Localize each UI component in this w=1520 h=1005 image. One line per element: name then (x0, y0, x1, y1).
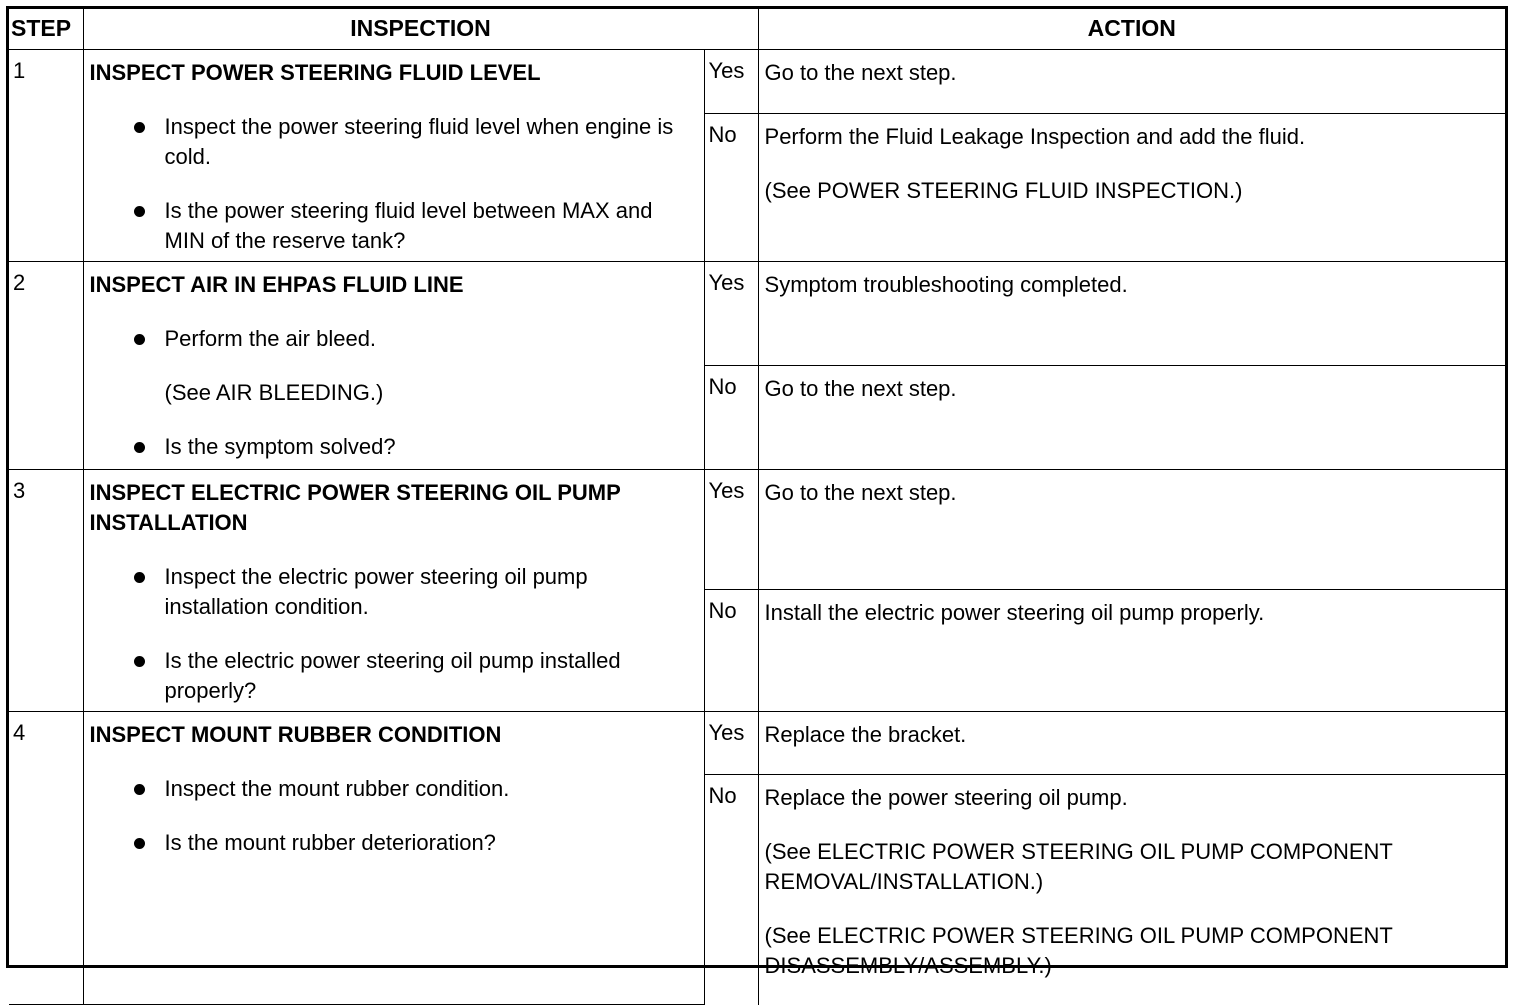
bullet-item: Is the electric power steering oil pump installed properly? (90, 646, 698, 706)
yes-label: Yes (704, 711, 758, 774)
yes-action-cell (758, 261, 1505, 365)
step-number: 1 (9, 49, 83, 261)
inspection-header: INSPECTION (83, 9, 758, 49)
action-text: (See ELECTRIC POWER STEERING OIL PUMP COMPONENT DISASSEMBLY/ASSEMBLY.) (764, 922, 1393, 978)
action-text: Go to the next step. (764, 479, 957, 505)
inspection-title: INSPECT MOUNT RUBBER CONDITION (89, 721, 502, 747)
inspection-list (90, 562, 698, 706)
action-text: Perform the Fluid Leakage Inspection and add the fluid. (764, 123, 1306, 149)
action-text: (See POWER STEERING FLUID INSPECTION.) (764, 177, 1243, 203)
inspection-title: INSPECT AIR IN EHPAS FLUID LINE (89, 271, 464, 297)
table-row (9, 261, 1505, 365)
inspection-cell (83, 711, 704, 1005)
step-header: STEP (9, 9, 83, 49)
reference-note: (See AIR BLEEDING.) (164, 379, 384, 405)
no-label: No (704, 113, 758, 261)
inspection-title: INSPECT ELECTRIC POWER STEERING OIL PUMP INSTALLATION (89, 479, 621, 535)
action-text: Replace the power steering oil pump. (764, 784, 1128, 810)
bullet-item: Is the symptom solved? (90, 432, 698, 462)
yes-label: Yes (704, 469, 758, 589)
inspection-title: INSPECT POWER STEERING FLUID LEVEL (89, 59, 541, 85)
no-action-cell (758, 365, 1505, 469)
inspection-list (90, 324, 698, 462)
troubleshooting-table-frame (6, 6, 1508, 978)
troubleshooting-table (9, 9, 1505, 1005)
no-action-cell (758, 774, 1505, 1005)
action-text: Install the electric power steering oil pump properly. (764, 599, 1265, 625)
yes-action-cell (758, 711, 1505, 774)
inspection-list (90, 774, 698, 858)
inspection-cell (83, 49, 704, 261)
action-text: Go to the next step. (764, 59, 957, 85)
bullet-item: Perform the air bleed. (90, 324, 698, 354)
no-label: No (704, 589, 758, 711)
action-text: Go to the next step. (764, 375, 957, 401)
no-label: No (704, 774, 758, 1005)
action-text: Replace the bracket. (764, 721, 967, 747)
table-row (9, 469, 1505, 589)
bullet-item: Inspect the mount rubber condition. (90, 774, 698, 804)
bullet-item: Is the mount rubber deterioration? (90, 828, 698, 858)
yes-label: Yes (704, 49, 758, 113)
inspection-cell (83, 261, 704, 469)
yes-action-cell (758, 49, 1505, 113)
yes-label: Yes (704, 261, 758, 365)
step-number: 4 (9, 711, 83, 1005)
bullet-item: Inspect the power steering fluid level when engine is cold. (90, 112, 698, 172)
yes-action-cell (758, 469, 1505, 589)
no-action-cell (758, 589, 1505, 711)
bullet-item: Inspect the electric power steering oil pump installation condition. (90, 562, 698, 622)
table-row (9, 711, 1505, 774)
inspection-cell (83, 469, 704, 711)
action-text: Symptom troubleshooting completed. (764, 271, 1128, 297)
no-action-cell (758, 113, 1505, 261)
no-label: No (704, 365, 758, 469)
header-row (9, 9, 1505, 49)
bullet-item: Is the power steering fluid level between MAX and MIN of the reserve tank? (90, 196, 698, 256)
action-text: (See ELECTRIC POWER STEERING OIL PUMP COMPONENT REMOVAL/INSTALLATION.) (764, 838, 1393, 894)
step-number: 2 (9, 261, 83, 469)
inspection-list (90, 112, 698, 256)
step-number: 3 (9, 469, 83, 711)
action-header: ACTION (758, 9, 1505, 49)
table-body (9, 49, 1505, 1005)
table-row (9, 49, 1505, 113)
